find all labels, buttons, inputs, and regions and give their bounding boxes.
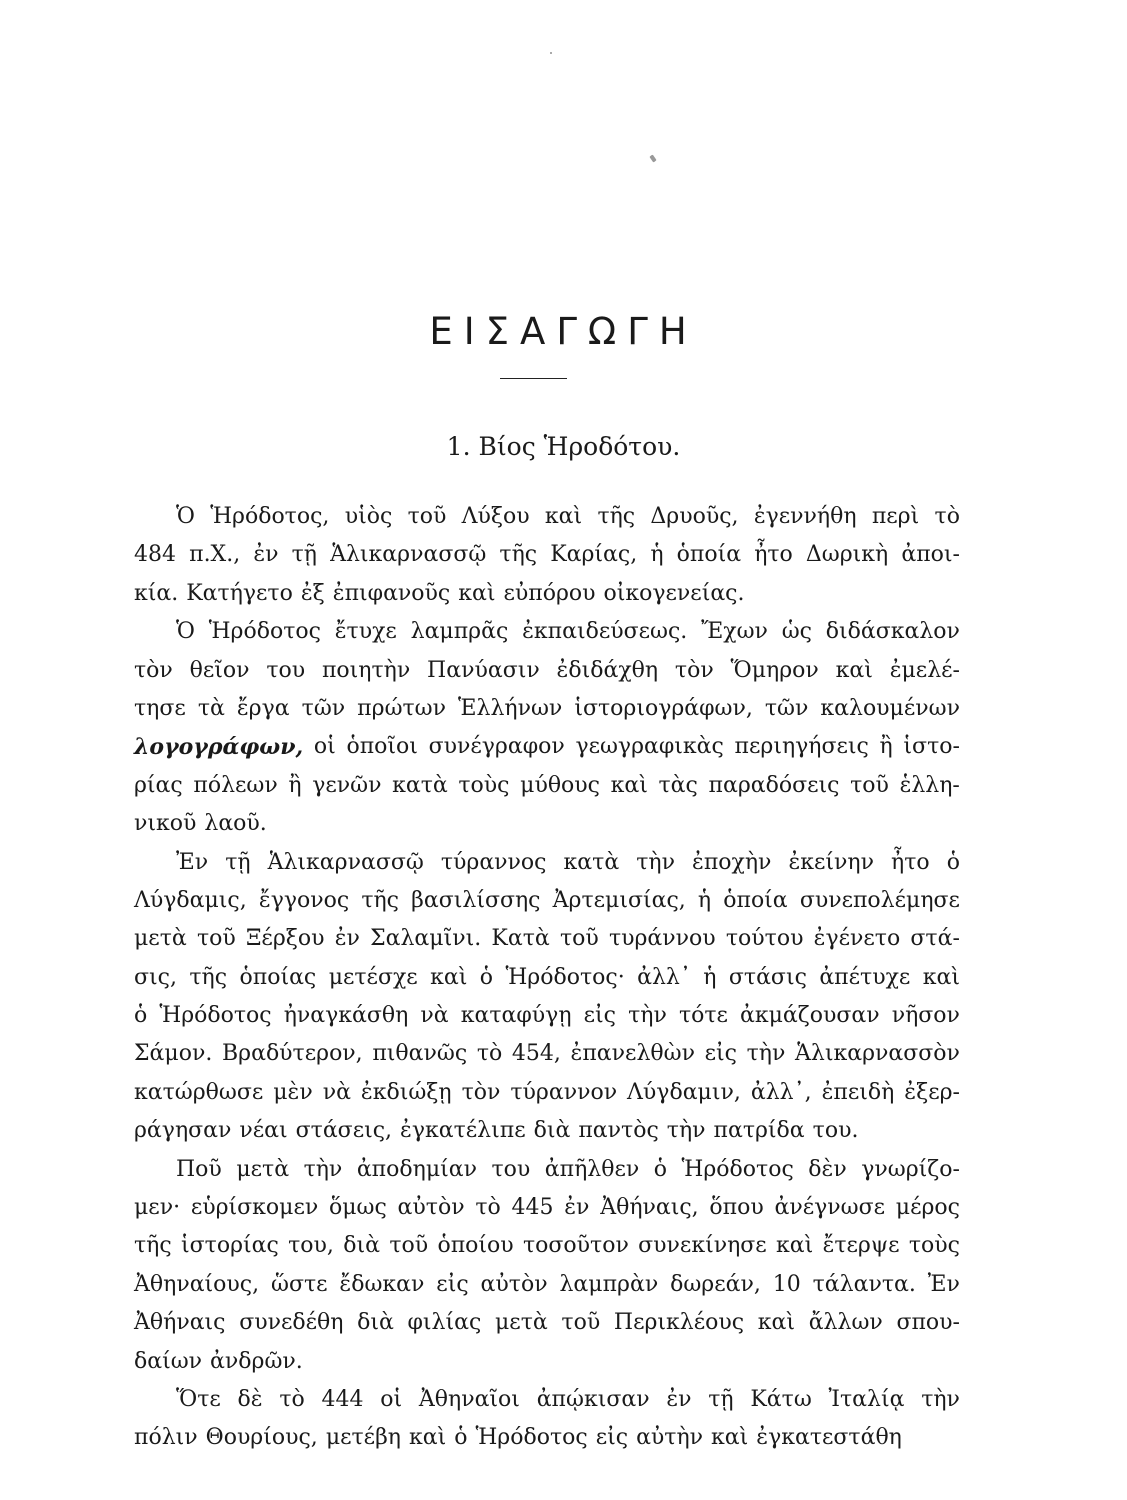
- word: τύραννον: [510, 1079, 618, 1105]
- word: εὑρίσκομεν: [190, 1195, 319, 1221]
- word: ἐπειδὴ: [821, 1079, 895, 1105]
- text-line: [134, 997, 960, 1035]
- word: τὸ: [476, 1041, 503, 1067]
- title-divider: [500, 378, 567, 379]
- word: πιθανῶς: [372, 1041, 468, 1067]
- text-line: [134, 1381, 960, 1419]
- text-line: [134, 767, 960, 805]
- word: Θουρίους,: [205, 1425, 318, 1451]
- word: Ἐν: [176, 849, 209, 875]
- word: ἦτο: [891, 849, 930, 875]
- word: τοῦ: [850, 772, 889, 798]
- text-line: [134, 1112, 960, 1150]
- word: Ὁ: [176, 504, 195, 529]
- word: ἡ: [697, 887, 712, 913]
- word: καὶ: [711, 1425, 749, 1451]
- word: διδάσκαλον: [825, 619, 960, 645]
- word: Δρυοῦς,: [650, 504, 739, 529]
- word: νέαι: [239, 1118, 288, 1144]
- word: καὶ: [430, 964, 468, 990]
- word: ἡ: [650, 542, 664, 568]
- word: κατὰ: [392, 772, 448, 798]
- word: ὅπου: [709, 1195, 764, 1221]
- word: Ἀθήναις,: [600, 1195, 699, 1221]
- word: ἐγένετο: [813, 926, 901, 952]
- word: καὶ: [458, 580, 496, 606]
- word: ἐδιδάχθη: [556, 657, 659, 683]
- word: φιλίας: [407, 1310, 482, 1336]
- word: αὐτὴν: [636, 1425, 704, 1451]
- text-line: [134, 1266, 960, 1304]
- word: ἐν: [666, 1386, 692, 1412]
- word: ὁποία: [723, 887, 788, 913]
- text-line: [134, 1189, 960, 1227]
- word: τῆς: [499, 542, 538, 568]
- word: περιηγήσεις: [734, 734, 869, 760]
- word: ὁ: [479, 964, 494, 990]
- word: αὐτὸν: [480, 1271, 548, 1297]
- word: εἰς: [704, 1041, 737, 1067]
- word: Λύγδαμις,: [134, 887, 247, 913]
- word: τῇ: [225, 849, 251, 875]
- word: ἀπέτυχε: [819, 964, 911, 990]
- word: στάσις: [728, 964, 807, 990]
- word: τὴν: [746, 1041, 786, 1067]
- word: Ξέρξου: [245, 926, 325, 952]
- word: μύθους: [520, 772, 600, 798]
- word: καλουμένων: [820, 695, 960, 721]
- word: τοῦ: [389, 1233, 429, 1259]
- word: του,: [288, 1233, 334, 1259]
- word: μετὰ: [134, 926, 187, 952]
- word: ἐποχὴν: [692, 849, 772, 875]
- word: διὰ: [357, 1310, 394, 1336]
- word: ἀποδημίαν: [356, 1156, 477, 1182]
- word: ἐξ: [300, 580, 325, 606]
- word: καταφύγῃ: [460, 1003, 572, 1029]
- word: τὴν: [636, 849, 675, 875]
- word: τοῦ: [407, 504, 447, 529]
- word: τῇ: [708, 1386, 734, 1412]
- word: διὰ: [343, 1233, 380, 1259]
- word: νὰ: [322, 1079, 351, 1105]
- word: τὴν: [628, 1003, 667, 1029]
- word: τῶν: [764, 695, 809, 721]
- text-line: [134, 1343, 960, 1381]
- word: τύραννος: [440, 849, 547, 875]
- word: καὶ: [544, 504, 583, 529]
- word: Ἡρόδοτος·: [505, 964, 625, 990]
- word: ποιητὴν: [321, 657, 411, 683]
- word: ἠναγκάσθη: [283, 1003, 409, 1029]
- word: αὐτὸν: [397, 1195, 465, 1221]
- section-heading: 1. Βίος Ἡροδότου.: [446, 432, 681, 461]
- word: τῆς: [189, 964, 228, 990]
- text-line: [134, 844, 960, 882]
- word: μὲν: [273, 1079, 313, 1105]
- word: συνέγραφον: [428, 734, 565, 760]
- word: τὰς: [658, 772, 698, 798]
- word: τῆς: [134, 1233, 172, 1259]
- word: γενῶν: [312, 772, 382, 798]
- word: εἰς: [583, 1003, 616, 1029]
- word: νὰ: [420, 1003, 449, 1029]
- word: ἱστο-: [903, 734, 960, 760]
- word: ἔτερψε: [822, 1233, 900, 1259]
- word: Ὁ: [176, 619, 195, 645]
- word: οἰκογενείας.: [603, 580, 745, 606]
- text-line: [134, 882, 960, 920]
- word: τὸν: [674, 657, 714, 683]
- word: ἀκμάζουσαν: [740, 1003, 880, 1029]
- word: Ἁλικαρνασσῷ: [267, 849, 424, 875]
- word: συνεπολέμησε: [799, 887, 960, 913]
- word: μετὰ: [236, 1156, 290, 1182]
- word: δὲν: [808, 1156, 847, 1182]
- word: δωρεάν,: [670, 1271, 761, 1297]
- word: ἀπῆλθεν: [544, 1156, 640, 1182]
- word: Κατήγετο: [186, 580, 293, 606]
- word: τῶν: [301, 695, 346, 721]
- text-line: [134, 805, 960, 843]
- word: Πανύασιν: [427, 657, 540, 683]
- word: ὁ: [134, 1003, 148, 1029]
- word: τὴν: [303, 1156, 343, 1182]
- word: καὶ: [835, 657, 873, 683]
- word: τῇ: [291, 542, 317, 568]
- text-line: [134, 1304, 960, 1342]
- word: πατρίδα: [713, 1118, 805, 1144]
- word: παραδόσεις: [708, 772, 840, 798]
- scan-speck: [649, 154, 656, 162]
- word: τὸν: [461, 1079, 501, 1105]
- word: ἀπῴκισαν: [536, 1386, 650, 1412]
- text-line: [134, 536, 960, 574]
- word: Ἀθήναις: [134, 1310, 226, 1336]
- word: ἢ: [288, 772, 302, 798]
- text-line: [134, 1035, 960, 1073]
- word: ὁποίου: [437, 1233, 514, 1259]
- word: εὐπόρου: [503, 580, 596, 606]
- word: ἐξερ-: [904, 1079, 960, 1105]
- word: Ὅτε: [176, 1386, 221, 1412]
- word: ὅμως: [328, 1195, 387, 1221]
- word: τοῦ: [196, 926, 236, 952]
- word: 10: [772, 1271, 801, 1297]
- text-line: [134, 1151, 960, 1189]
- word: Ἡρόδοτος,: [210, 504, 330, 529]
- chapter-title: ΕΙΣΑΓΩΓΗ: [429, 310, 698, 353]
- word: μεν·: [134, 1195, 181, 1221]
- word: τυράννου: [608, 926, 716, 952]
- word: ἔτυχε: [334, 619, 397, 645]
- word: τὸν: [134, 657, 173, 683]
- word: κατώρθωσε: [134, 1079, 264, 1105]
- word: τὸ: [475, 1195, 501, 1221]
- word: Ἡρόδοτος: [681, 1156, 794, 1182]
- word: ὁποία: [676, 542, 742, 568]
- word: τὴν: [666, 1118, 706, 1144]
- word: π.Χ.,: [189, 542, 241, 568]
- word: τούτου: [725, 926, 804, 952]
- word: τοῦ: [561, 1310, 601, 1336]
- word: καὶ: [776, 1233, 814, 1259]
- word: τοῦ: [559, 926, 599, 952]
- word: ἱστορίας: [181, 1233, 279, 1259]
- word: Ἰταλίᾳ: [828, 1386, 905, 1412]
- body-text: [134, 498, 960, 1458]
- word: ὥστε: [271, 1271, 328, 1297]
- word: τῆς: [361, 887, 400, 913]
- word: ὁ: [653, 1156, 668, 1182]
- word: τοὺς: [908, 1233, 960, 1259]
- word: καὶ: [610, 772, 648, 798]
- word: Κατὰ: [491, 926, 550, 952]
- word: Ἑλλήνων: [458, 695, 563, 721]
- word: ἀνδρῶν.: [210, 1348, 303, 1374]
- word: λαοῦ.: [204, 811, 267, 837]
- word: Κάτω: [750, 1386, 812, 1412]
- word: παντὸς: [578, 1118, 659, 1144]
- word: ἐπιφανοῦς: [332, 580, 451, 606]
- word: ἀποι-: [901, 542, 960, 568]
- word: ἐκπαιδεύσεως.: [522, 619, 688, 645]
- word: ἐν: [334, 926, 360, 952]
- word: πρώτων: [357, 695, 446, 721]
- word: εἰς: [595, 1425, 629, 1451]
- text-line: [134, 920, 960, 958]
- word: ἐν: [253, 542, 279, 568]
- text-line: [134, 1419, 960, 1457]
- word: στάσεις,: [295, 1118, 393, 1144]
- word: Περικλέους: [613, 1310, 745, 1336]
- word: ρίας: [134, 772, 183, 798]
- word: μετέσχε: [328, 964, 418, 990]
- word: Ἐν: [927, 1271, 960, 1297]
- word: γνωρίζο-: [861, 1156, 960, 1182]
- word: υἱὸς: [344, 504, 393, 529]
- word: περὶ: [871, 504, 920, 529]
- word: εἰς: [436, 1271, 469, 1297]
- word: ἡ: [703, 964, 717, 990]
- word: συνεδέθη: [239, 1310, 344, 1336]
- text-line: [134, 613, 960, 651]
- word: Ἡρόδοτος: [475, 1425, 588, 1451]
- word: του.: [812, 1118, 859, 1144]
- word: ὡς: [781, 619, 812, 645]
- word: του: [491, 1156, 531, 1182]
- text-line: [134, 575, 960, 613]
- word: νῆσον: [891, 1003, 960, 1029]
- text-line: [134, 652, 960, 690]
- word: γεωγραφικὰς: [575, 734, 724, 760]
- word: Ἡρόδοτος: [159, 1003, 272, 1029]
- word: ἐγκατεστάθη: [756, 1425, 902, 1451]
- word: Ὅμηρον: [730, 657, 819, 683]
- word: Ἁλικαρνασσὸν: [795, 1041, 960, 1067]
- word: Ἀρτεμισίας,: [552, 887, 686, 913]
- word: ἦτο: [754, 542, 793, 568]
- word: δαίων: [134, 1348, 203, 1374]
- word: βασιλίσσης: [411, 887, 541, 913]
- word: Ἔχων: [701, 619, 768, 645]
- word: ἢ: [879, 734, 893, 760]
- word: Ἁλικαρνασσῷ: [330, 542, 487, 568]
- word: ἔγγονος: [258, 887, 350, 913]
- word: τῆς: [597, 504, 636, 529]
- word: ἐμελέ-: [889, 657, 960, 683]
- word: Λύγδαμιν,: [627, 1079, 741, 1105]
- word: καὶ: [757, 1310, 796, 1336]
- word: ἀλλ᾽,: [750, 1079, 812, 1105]
- word: 445: [511, 1195, 554, 1221]
- word: ἐν: [564, 1195, 590, 1221]
- word: ὁ: [946, 849, 960, 875]
- word: κία.: [134, 580, 179, 606]
- word: Ποῦ: [176, 1156, 222, 1182]
- word: ἐκδιώξῃ: [360, 1079, 452, 1105]
- word: μετέβη: [325, 1425, 401, 1451]
- word: λαμπρὰν: [559, 1271, 659, 1297]
- word: συνεκίνησε: [638, 1233, 767, 1259]
- word: πόλιν: [134, 1425, 198, 1451]
- word: ἑλλη-: [899, 772, 960, 798]
- word: ἔργα: [236, 695, 290, 721]
- word: Δωρικὴ: [805, 542, 889, 568]
- word: ράγησαν: [134, 1118, 232, 1144]
- word: καὶ: [922, 964, 960, 990]
- word: ἐπανελθὼν: [570, 1041, 695, 1067]
- word: Καρίας,: [550, 542, 638, 568]
- word: 454,: [511, 1041, 561, 1067]
- word: λαμπρᾶς: [410, 619, 509, 645]
- word: καὶ: [408, 1425, 447, 1451]
- word: στά-: [910, 926, 960, 952]
- word: σις,: [134, 964, 177, 990]
- word: σπου-: [896, 1310, 960, 1336]
- word: ἀλλ᾽: [637, 964, 691, 990]
- word: ὁ: [454, 1425, 468, 1451]
- word: οἱ: [313, 734, 336, 760]
- word: ἐκείνην: [788, 849, 874, 875]
- word: μέρος: [895, 1195, 960, 1221]
- text-line: [134, 1227, 960, 1265]
- text-line: [134, 1074, 960, 1112]
- word: θεῖον: [189, 657, 250, 683]
- word: τὴν: [921, 1386, 960, 1412]
- word: ἐγεννήθη: [753, 504, 857, 529]
- word: ἱστοριογράφων,: [574, 695, 753, 721]
- word: τὸ: [934, 504, 960, 529]
- scan-speck: [550, 52, 552, 54]
- word: τότε: [678, 1003, 728, 1029]
- emphasized-term: λογογράφων,: [134, 734, 304, 761]
- word: δὲ: [237, 1386, 263, 1412]
- word: Σαλαμῖνι.: [370, 926, 482, 952]
- text-line: [134, 498, 960, 536]
- text-line: [134, 728, 960, 766]
- word: διὰ: [533, 1118, 571, 1144]
- word: οἱ: [380, 1386, 403, 1412]
- word: τὰ: [197, 695, 225, 721]
- word: τοσοῦτον: [522, 1233, 629, 1259]
- word: ἔδωκαν: [339, 1271, 425, 1297]
- word: μετὰ: [495, 1310, 548, 1336]
- word: τοὺς: [458, 772, 510, 798]
- word: νικοῦ: [134, 811, 197, 837]
- word: ὁποῖοι: [346, 734, 418, 760]
- word: Ἡρόδοτος: [208, 619, 321, 645]
- word: ἄλλων: [808, 1310, 883, 1336]
- word: Ἀθηναίους,: [134, 1271, 260, 1297]
- word: τησε: [134, 695, 186, 721]
- word: Λύξου: [461, 504, 530, 529]
- word: πόλεων: [193, 772, 278, 798]
- word: ἀνέγνωσε: [774, 1195, 886, 1221]
- word: του: [266, 657, 306, 683]
- text-line: [134, 690, 960, 728]
- word: 444: [321, 1386, 364, 1412]
- word: Σάμον.: [134, 1041, 213, 1067]
- word: ὁποίας: [239, 964, 317, 990]
- word: κατὰ: [563, 849, 620, 875]
- word: 484: [134, 542, 176, 568]
- word: Ἀθηναῖοι: [418, 1386, 520, 1412]
- word: τὸ: [279, 1386, 305, 1412]
- text-line: [134, 959, 960, 997]
- word: Βραδύτερον,: [221, 1041, 363, 1067]
- word: ἐγκατέλιπε: [400, 1118, 526, 1144]
- word: τάλαντα.: [812, 1271, 916, 1297]
